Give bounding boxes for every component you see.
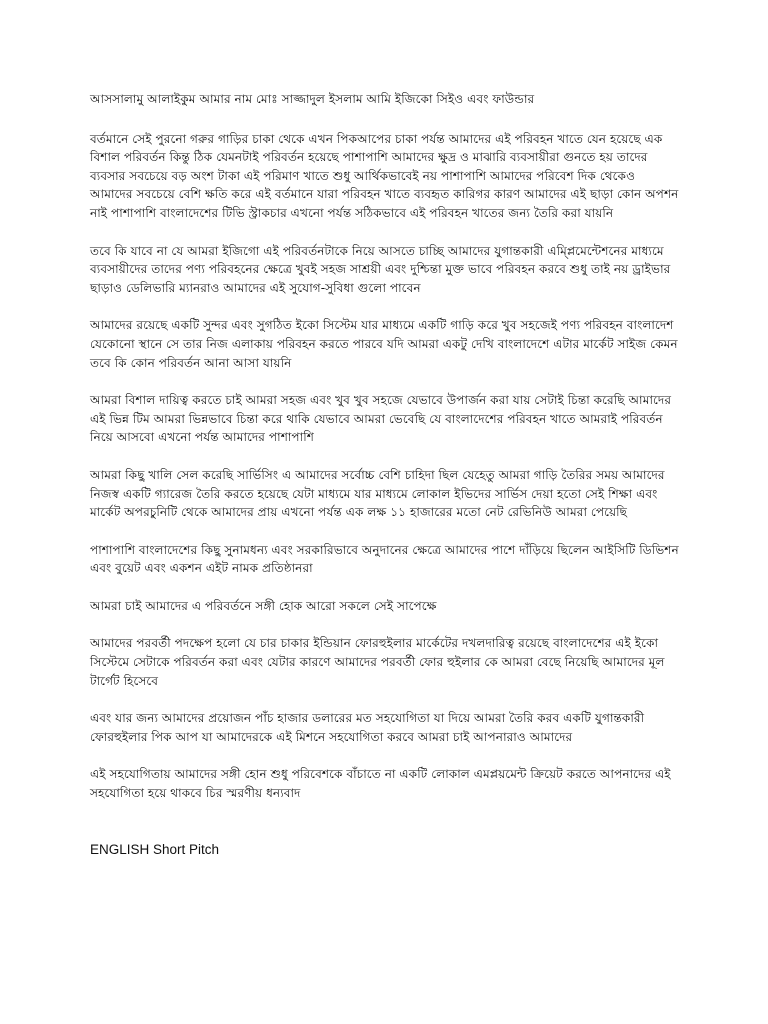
paragraph-transport-change: বর্তমানে সেই পুরনো গরুর গাড়ির চাকা থেকে এখন পিকআপের চাকা পর্যন্ত আমাদের এই পরিবহন খাতে যেন হয়েছে এক বিশাল পরিবর্তন কিন্তু ঠিক যেমনটাই পরিবর্তন হয়েছে পাশাপাশি আমাদের ক্ষুদ্র ও মাঝারি ব্যবসায়ীরা গুনতে হয় তাদের ব্যবসার সবচেয়ে বড় অংশ টাকা এই পরিমাণ খাতে শুধু আর্থিকভাবেই নয় পাশাপাশি আমাদের পরিবেশ দিক থেকেও আমাদের সবচেয়ে বেশি ক্ষতি করে এই বর্তমানে যারা পরিবহন খাতে ব্যবহৃত কারিগর কারণ আমাদের এই ছাড়া কোন অপশন নাই পাশাপাশি বাংলাদেশের টিভি স্ট্রাকচার এখনো পর্যন্ত সঠিকভাবে এই পরিবহন খাতের জন্য তৈরি করা যায়নি [90, 131, 679, 220]
paragraph-responsibility: আমরা বিশাল দায়িত্ব করতে চাই আমরা সহজ এবং খুব খুব সহজে যেভাবে উপার্জন করা যায় সেটাই চিন্তা করেছি আমাদের এই ভিন্ন টিম আমরা ভিন্নভাবে চিন্তা করে থাকি যেভাবে আমরা ভেবেছি যে বাংলাদেশের পরিবহন খাতে আমরাই পরিবর্তন নিয়ে আসবো এখনো পর্যন্ত আমাদের পাশাপাশি [90, 393, 672, 445]
paragraph-next-step: আমাদের পরবর্তী পদক্ষেপ হলো যে চার চাকার ইন্ডিয়ান ফোরহুইলার মার্কেটের দখলদারিত্ব রয়েছে বাংলাদেশের এই ইকো সিস্টেমে সেটাকে পরিবর্তন করা এবং যেটার কারণে আমাদের পরবর্তী ফোর হুইলার কে আমরা বেছে নিয়েছি আমাদের মূল টার্গেট হিসেবে [90, 636, 665, 688]
paragraph-closing-thanks: এই সহযোগিতায় আমাদের সঙ্গী হোন শুধু পরিবেশকে বাঁচাতে না একটি লোকাল এমপ্লয়মেন্ট ক্রিয়েট করতে আপনাদের এই সহযোগিতা হয়ে থাকবে চির স্মরণীয় ধন্যবাদ [90, 767, 671, 801]
english-pitch-heading: ENGLISH Short Pitch [90, 841, 220, 857]
paragraph-join-us: আমরা চাই আমাদের এ পরিবর্তনে সঙ্গী হোক আরো সকলে সেই সাপেক্ষে [90, 598, 437, 613]
document-body [90, 90, 680, 859]
paragraph-funding-need: এবং যার জন্য আমাদের প্রয়োজন পাঁচ হাজার ডলারের মত সহযোগিতা যা দিয়ে আমরা তৈরি করব একটি যুগান্তকারী ফোরহুইলার পিক আপ যা আমাদেরকে এই মিশনে সহযোগিতা করবে আমরা চাই আপনারাও আমাদের [90, 711, 645, 744]
paragraph-supporters: পাশাপাশি বাংলাদেশের কিছু সুনামধন্য এবং সরকারিভাবে অনুদানের ক্ষেত্রে আমাদের পাশে দাঁড়িয়ে ছিলেন আইসিটি ডিভিশন এবং বুয়েট এবং একশন এইট নামক প্রতিষ্ঠানরা [90, 542, 679, 576]
paragraph-greeting: আসসালামু আলাইকুম আমার নাম মোঃ সাজ্জাদুল ইসলাম আমি ইজিকো সিইও এবং ফাউন্ডার [90, 92, 535, 106]
paragraph-sales-servicing: আমরা কিছু খালি সেল করেছি সার্ভিসিং এ আমাদের সর্বোচ্চ বেশি চাহিদা ছিল যেহেতু আমরা গাড়ি তৈরির সময় আমাদের নিজস্ব একটি গ্যারেজ তৈরি করতে হয়েছে যেটা মাধ্যমে যার মাধ্যমে লোকাল ইভিদের সার্ভিস দেয়া হতো সেই শিক্ষা এবং মার্কেট অপরচুনিটি থেকে আমাদের প্রায় এখনো পর্যন্ত এক লক্ষ ১১ হাজারের মতো নেট রেভিনিউ আমরা পেয়েছি [90, 467, 665, 520]
paragraph-ezigo-implementation: তবে কি যাবে না যে আমরা ইজিগো এই পরিবর্তনটাকে নিয়ে আসতে চাচ্ছি আমাদের যুগান্তকারী এম্প্লিমেন্টেশনের মাধ্যমে ব্যবসায়ীদের তাদের পণ্য পরিবহনের ক্ষেত্রে খুবই সহজ সাশ্রয়ী এবং দুশ্চিন্তা মুক্ত ভাবে পরিবহন করবে শুধু তাই নয় ড্রাইভার ছাড়াও ডেলিভারি ম্যানরাও আমাদের এই সুযোগ-সুবিধা গুলো পাবেন [90, 243, 671, 295]
paragraph-eco-system: আমাদের রয়েছে একটি সুন্দর এবং সুগঠিত ইকো সিস্টেম যার মাধ্যমে একটি গাড়ি করে খুব সহজেই পণ্য পরিবহন বাংলাদেশ যেকোনো স্থানে সে তার নিজ এলাকায় পরিবহন করতে পারবে যদি আমরা একটু দেখি বাংলাদেশে এটার মার্কেট সাইজ কেমন তবে কি কোন পরিবর্তন আনা আসা যায়নি [90, 318, 678, 370]
